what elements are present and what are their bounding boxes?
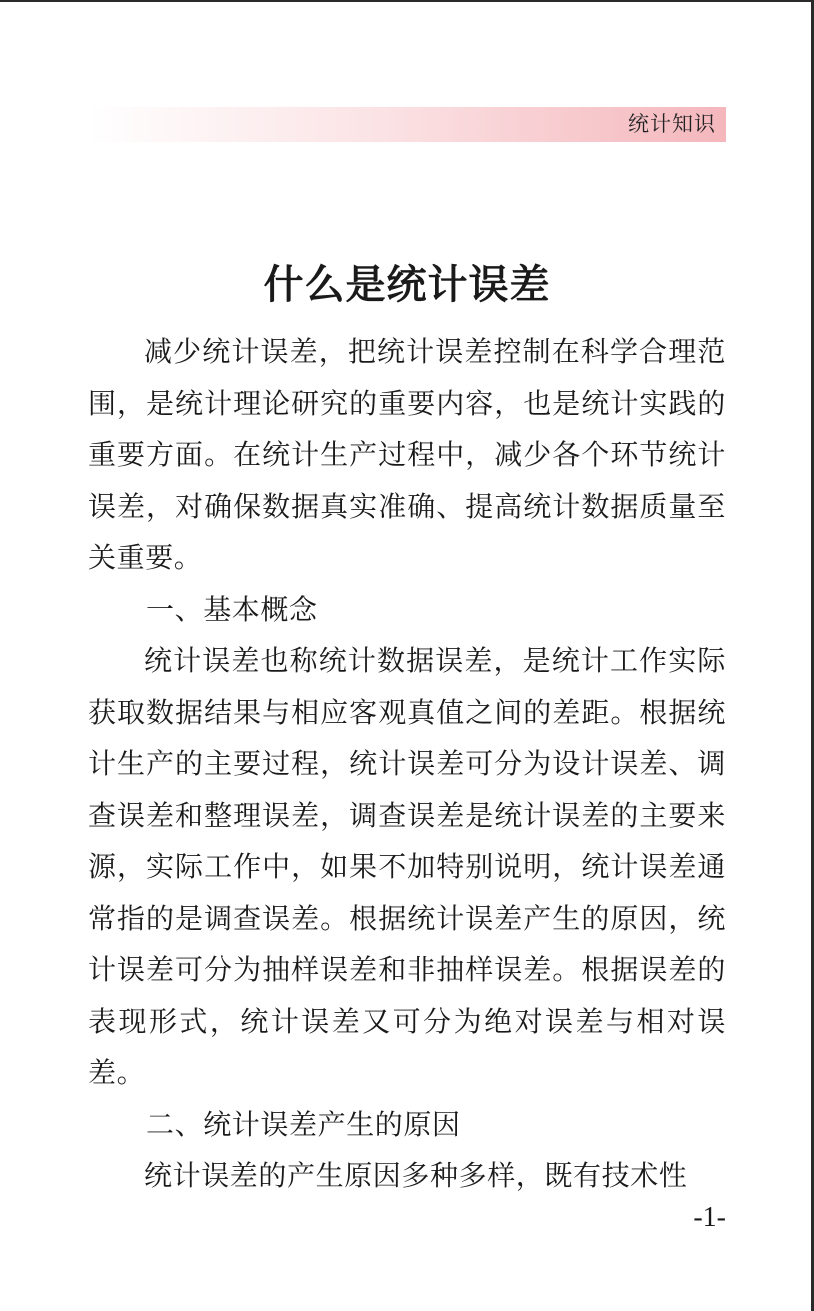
section-header-band: [88, 107, 726, 142]
section-heading-causes: 二、统计误差产生的原因: [146, 1107, 461, 1141]
page-border-top: [0, 0, 814, 2]
section-header-label: 统计知识: [628, 112, 716, 136]
page-number: -1-: [693, 1202, 726, 1233]
basic-concepts-paragraph: 统计误差也称统计数据误差，是统计工作实际获取数据结果与相应客观真值之间的差距。根据统计生产的主要过程，统计误差可分为设计误差、调查误差和整理误差，调查误差是统计误差的主要来源，实际工作中，如果不加特别说明，统计误差通常指的是调查误差。根据统计误差产生的原因，统计误差可分为抽样误差和非抽样误差。根据误差的表现形式，统计误差又可分为绝对误差与相对误差。: [88, 644, 726, 1089]
intro-paragraph: 减少统计误差，把统计误差控制在科学合理范围，是统计理论研究的重要内容，也是统计实践的重要方面。在统计生产过程中，减少各个环节统计误差，对确保数据真实准确、提高统计数据质量至关重要。: [88, 335, 726, 574]
section-heading-basic-concepts: 一、基本概念: [146, 592, 318, 626]
article-body: [88, 326, 726, 1202]
causes-paragraph: 统计误差的产生原因多种多样，既有技术性: [144, 1159, 688, 1192]
article-title: 什么是统计误差: [263, 261, 551, 308]
